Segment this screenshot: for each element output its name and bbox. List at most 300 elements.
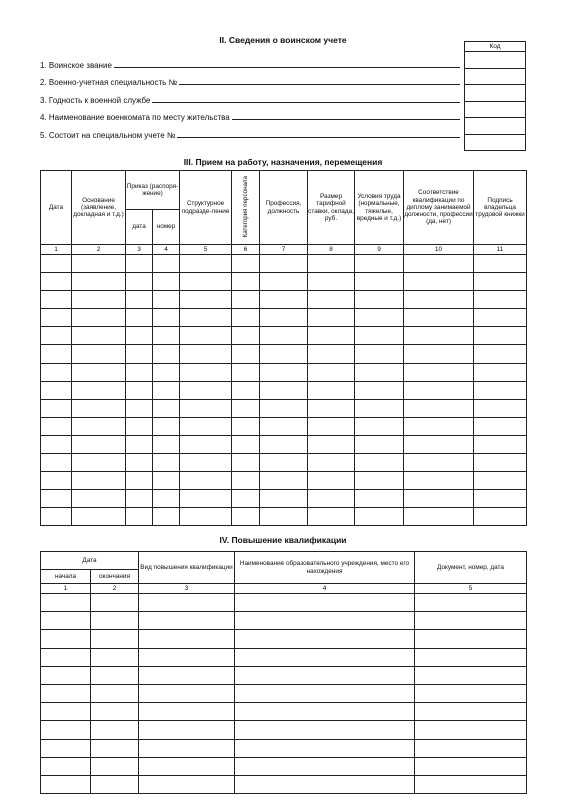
table-cell[interactable] — [474, 291, 527, 309]
table-row — [41, 739, 527, 757]
table-row — [41, 417, 527, 435]
table-cell[interactable] — [180, 399, 232, 417]
table-cell[interactable] — [415, 721, 527, 739]
table-cell[interactable] — [180, 363, 232, 381]
table-cell[interactable] — [41, 630, 91, 648]
table-cell[interactable] — [126, 472, 153, 490]
code-cell[interactable] — [465, 101, 526, 118]
table-cell[interactable] — [72, 435, 126, 453]
table-cell[interactable] — [404, 309, 474, 327]
table-cell[interactable] — [232, 273, 260, 291]
table-row — [41, 612, 527, 630]
table-cell[interactable] — [260, 273, 308, 291]
table-cell[interactable] — [308, 490, 355, 508]
table-row — [41, 309, 527, 327]
table-cell[interactable] — [153, 435, 180, 453]
table-cell[interactable] — [235, 775, 415, 793]
table-cell[interactable] — [139, 630, 235, 648]
field-label: 5. Состоит на специальном учете № — [40, 131, 176, 140]
header-order: Приказ (распоря-жение) — [126, 171, 180, 210]
column-number: 5 — [180, 245, 232, 255]
table-row — [41, 472, 527, 490]
table-row — [41, 435, 527, 453]
table-row — [41, 508, 527, 526]
column-numbers-row — [41, 584, 527, 594]
table-cell[interactable] — [153, 255, 180, 273]
table-cell[interactable] — [260, 490, 308, 508]
table-cell[interactable] — [404, 490, 474, 508]
table-cell[interactable] — [232, 435, 260, 453]
table-cell[interactable] — [415, 739, 527, 757]
table-cell[interactable] — [41, 666, 91, 684]
table-cell[interactable] — [153, 363, 180, 381]
table-cell[interactable] — [72, 291, 126, 309]
table-cell[interactable] — [126, 508, 153, 526]
column-number: 1 — [41, 245, 72, 255]
table-cell[interactable] — [404, 454, 474, 472]
table-cell[interactable] — [139, 684, 235, 702]
table-cell[interactable] — [139, 775, 235, 793]
table-cell[interactable] — [308, 417, 355, 435]
table-cell[interactable] — [235, 757, 415, 775]
table-cell[interactable] — [126, 490, 153, 508]
table-row — [41, 684, 527, 702]
table-cell[interactable] — [180, 508, 232, 526]
field-label: 2. Военно-учетная специальность № — [40, 78, 178, 87]
table-cell[interactable] — [72, 363, 126, 381]
table-cell[interactable] — [180, 381, 232, 399]
column-number: 10 — [404, 245, 474, 255]
table-cell[interactable] — [139, 739, 235, 757]
header-document: Документ, номер, дата — [415, 552, 527, 584]
table-cell[interactable] — [232, 291, 260, 309]
table-cell[interactable] — [153, 291, 180, 309]
table-cell[interactable] — [41, 703, 91, 721]
table-cell[interactable] — [260, 417, 308, 435]
table-row — [41, 630, 527, 648]
code-cell[interactable] — [465, 118, 526, 135]
table-cell[interactable] — [355, 255, 404, 273]
header-qualification: Соответствие квалификации по диплому занимаемой должности, профессии (да, нет) — [404, 171, 474, 245]
table-cell[interactable] — [235, 703, 415, 721]
table-cell[interactable] — [72, 490, 126, 508]
header-date: Дата — [41, 171, 72, 245]
table-cell[interactable] — [415, 594, 527, 612]
table-cell[interactable] — [72, 454, 126, 472]
table-cell[interactable] — [355, 381, 404, 399]
table-cell[interactable] — [474, 399, 527, 417]
table-cell[interactable] — [474, 454, 527, 472]
table-cell[interactable] — [41, 399, 72, 417]
table-cell[interactable] — [139, 594, 235, 612]
table-cell[interactable] — [180, 309, 232, 327]
header-kind: Вид повышения квалификации — [139, 552, 235, 584]
section-2-title: II. Сведения о воинском учете — [219, 35, 347, 45]
qualification-table — [40, 551, 527, 794]
table-cell[interactable] — [72, 508, 126, 526]
table-cell[interactable] — [308, 508, 355, 526]
table-row — [41, 703, 527, 721]
table-row — [41, 363, 527, 381]
table-cell[interactable] — [355, 508, 404, 526]
table-cell[interactable] — [72, 309, 126, 327]
table-cell[interactable] — [232, 417, 260, 435]
header-tariff: Размер тарифной ставки, оклада, руб. — [308, 171, 355, 245]
table-cell[interactable] — [404, 327, 474, 345]
table-cell[interactable] — [260, 363, 308, 381]
table-cell[interactable] — [72, 345, 126, 363]
table-cell[interactable] — [415, 775, 527, 793]
table-row — [41, 721, 527, 739]
code-cell[interactable] — [465, 134, 526, 151]
table-cell[interactable] — [180, 273, 232, 291]
table-cell[interactable] — [126, 417, 153, 435]
table-cell[interactable] — [72, 327, 126, 345]
table-cell[interactable] — [91, 703, 139, 721]
table-row — [41, 648, 527, 666]
table-cell[interactable] — [355, 363, 404, 381]
table-cell[interactable] — [308, 309, 355, 327]
service-fitness-field[interactable] — [40, 91, 460, 105]
table-cell[interactable] — [139, 648, 235, 666]
table-cell[interactable] — [91, 594, 139, 612]
table-cell[interactable] — [474, 273, 527, 291]
employment-table — [40, 170, 527, 526]
table-cell[interactable] — [153, 273, 180, 291]
table-cell[interactable] — [474, 417, 527, 435]
table-cell[interactable] — [180, 472, 232, 490]
table-cell[interactable] — [232, 345, 260, 363]
table-cell[interactable] — [126, 327, 153, 345]
table-cell[interactable] — [355, 327, 404, 345]
table-cell[interactable] — [235, 684, 415, 702]
table-cell[interactable] — [91, 775, 139, 793]
table-cell[interactable] — [415, 648, 527, 666]
table-cell[interactable] — [153, 309, 180, 327]
table-cell[interactable] — [126, 255, 153, 273]
table-row — [41, 381, 527, 399]
table-cell[interactable] — [41, 721, 91, 739]
fill-line — [177, 129, 460, 138]
table-cell[interactable] — [308, 273, 355, 291]
header-basis: Основание (заявление, докладная и т.д.) — [72, 171, 126, 245]
column-numbers-row — [41, 245, 527, 255]
table-cell[interactable] — [153, 490, 180, 508]
table-cell[interactable] — [232, 454, 260, 472]
column-number: 5 — [415, 584, 527, 594]
table-cell[interactable] — [41, 739, 91, 757]
table-cell[interactable] — [404, 508, 474, 526]
table-cell[interactable] — [404, 381, 474, 399]
table-cell[interactable] — [235, 648, 415, 666]
table-cell[interactable] — [235, 630, 415, 648]
table-cell[interactable] — [126, 363, 153, 381]
table-cell[interactable] — [153, 472, 180, 490]
table-cell[interactable] — [232, 490, 260, 508]
table-cell[interactable] — [41, 309, 72, 327]
table-cell[interactable] — [235, 594, 415, 612]
military-office-field[interactable] — [40, 108, 460, 122]
table-cell[interactable] — [404, 273, 474, 291]
table-cell[interactable] — [91, 648, 139, 666]
table-cell[interactable] — [308, 399, 355, 417]
header-conditions: Условия труда (нормальные, тяжелые, вредные и т.д.) — [355, 171, 404, 245]
table-cell[interactable] — [235, 666, 415, 684]
code-cell[interactable] — [465, 68, 526, 85]
table-cell[interactable] — [91, 721, 139, 739]
table-cell[interactable] — [91, 757, 139, 775]
table-cell[interactable] — [153, 454, 180, 472]
table-cell[interactable] — [180, 454, 232, 472]
table-cell[interactable] — [232, 508, 260, 526]
table-cell[interactable] — [474, 327, 527, 345]
table-row — [41, 255, 527, 273]
table-row — [41, 273, 527, 291]
table-cell[interactable] — [41, 648, 91, 666]
table-cell[interactable] — [308, 381, 355, 399]
table-cell[interactable] — [308, 291, 355, 309]
section-4-title: IV. Повышение квалификации — [219, 535, 347, 545]
header-start: начала — [41, 570, 91, 584]
code-cell[interactable] — [465, 52, 526, 69]
table-cell[interactable] — [404, 417, 474, 435]
table-cell[interactable] — [139, 757, 235, 775]
table-cell[interactable] — [180, 327, 232, 345]
table-row — [41, 666, 527, 684]
table-cell[interactable] — [41, 327, 72, 345]
table-cell[interactable] — [72, 255, 126, 273]
table-cell[interactable] — [41, 255, 72, 273]
table-cell[interactable] — [260, 454, 308, 472]
table-cell[interactable] — [260, 435, 308, 453]
table-row — [41, 399, 527, 417]
field-label: 4. Наименование военкомата по месту жительства — [40, 113, 230, 122]
table-cell[interactable] — [232, 309, 260, 327]
table-cell[interactable] — [180, 435, 232, 453]
table-cell[interactable] — [355, 291, 404, 309]
table-cell[interactable] — [474, 490, 527, 508]
table-cell[interactable] — [126, 309, 153, 327]
table-cell[interactable] — [260, 399, 308, 417]
table-row — [41, 775, 527, 793]
table-cell[interactable] — [180, 490, 232, 508]
table-cell[interactable] — [41, 508, 72, 526]
table-cell[interactable] — [415, 612, 527, 630]
table-cell[interactable] — [308, 345, 355, 363]
table-cell[interactable] — [139, 666, 235, 684]
table-cell[interactable] — [308, 472, 355, 490]
table-row — [41, 454, 527, 472]
table-cell[interactable] — [235, 612, 415, 630]
column-number: 4 — [235, 584, 415, 594]
table-cell[interactable] — [355, 273, 404, 291]
table-cell[interactable] — [404, 363, 474, 381]
table-cell[interactable] — [355, 454, 404, 472]
table-cell[interactable] — [41, 490, 72, 508]
table-cell[interactable] — [72, 273, 126, 291]
section-3-title: III. Прием на работу, назначения, перемещения — [183, 157, 383, 167]
table-cell[interactable] — [41, 345, 72, 363]
column-number: 8 — [308, 245, 355, 255]
table-cell[interactable] — [232, 472, 260, 490]
military-specialty-field[interactable] — [40, 73, 460, 87]
column-number: 11 — [474, 245, 527, 255]
category-label: Категория персонала — [242, 175, 250, 238]
table-cell[interactable] — [180, 345, 232, 363]
table-cell[interactable] — [153, 327, 180, 345]
table-cell[interactable] — [41, 684, 91, 702]
table-cell[interactable] — [474, 345, 527, 363]
table-cell[interactable] — [126, 345, 153, 363]
table-cell[interactable] — [126, 273, 153, 291]
table-cell[interactable] — [308, 363, 355, 381]
table-cell[interactable] — [232, 381, 260, 399]
table-cell[interactable] — [126, 435, 153, 453]
table-cell[interactable] — [41, 273, 72, 291]
table-cell[interactable] — [260, 508, 308, 526]
table-row — [41, 490, 527, 508]
table-cell[interactable] — [260, 472, 308, 490]
table-cell[interactable] — [153, 399, 180, 417]
table-cell[interactable] — [232, 399, 260, 417]
table-cell[interactable] — [91, 739, 139, 757]
table-cell[interactable] — [415, 630, 527, 648]
table-cell[interactable] — [474, 435, 527, 453]
table-cell[interactable] — [139, 612, 235, 630]
military-rank-field[interactable] — [40, 56, 460, 70]
header-institution: Наименование образовательного учреждения, место его нахождения — [235, 552, 415, 584]
table-cell[interactable] — [180, 255, 232, 273]
table-cell[interactable] — [139, 703, 235, 721]
fill-line — [152, 94, 460, 103]
table-cell[interactable] — [72, 472, 126, 490]
fill-line — [179, 76, 460, 85]
table-cell[interactable] — [72, 381, 126, 399]
table-cell[interactable] — [355, 399, 404, 417]
table-cell[interactable] — [126, 381, 153, 399]
table-cell[interactable] — [260, 345, 308, 363]
table-cell[interactable] — [126, 399, 153, 417]
code-cell[interactable] — [465, 85, 526, 102]
table-cell[interactable] — [232, 327, 260, 345]
table-cell[interactable] — [91, 630, 139, 648]
column-number: 7 — [260, 245, 308, 255]
table-cell[interactable] — [126, 291, 153, 309]
table-cell[interactable] — [139, 721, 235, 739]
table-cell[interactable] — [260, 327, 308, 345]
table-cell[interactable] — [355, 435, 404, 453]
header-order-number: номер — [153, 210, 180, 245]
table-cell[interactable] — [474, 255, 527, 273]
table-cell[interactable] — [404, 399, 474, 417]
table-cell[interactable] — [41, 363, 72, 381]
table-cell[interactable] — [355, 472, 404, 490]
table-cell[interactable] — [474, 381, 527, 399]
table-cell[interactable] — [153, 417, 180, 435]
table-cell[interactable] — [308, 255, 355, 273]
table-cell[interactable] — [91, 612, 139, 630]
table-cell[interactable] — [355, 490, 404, 508]
table-cell[interactable] — [153, 345, 180, 363]
table-cell[interactable] — [91, 666, 139, 684]
table-cell[interactable] — [355, 417, 404, 435]
table-cell[interactable] — [153, 381, 180, 399]
table-cell[interactable] — [415, 684, 527, 702]
table-cell[interactable] — [474, 508, 527, 526]
column-number: 3 — [139, 584, 235, 594]
table-cell[interactable] — [41, 291, 72, 309]
table-cell[interactable] — [404, 435, 474, 453]
table-cell[interactable] — [232, 363, 260, 381]
table-cell[interactable] — [415, 703, 527, 721]
header-signature: Подпись владельца трудовой книжки — [474, 171, 527, 245]
table-cell[interactable] — [415, 666, 527, 684]
table-cell[interactable] — [404, 345, 474, 363]
column-number: 3 — [126, 245, 153, 255]
header-division: Структурное подразде-ление — [180, 171, 232, 245]
table-cell[interactable] — [355, 309, 404, 327]
table-cell[interactable] — [41, 381, 72, 399]
table-cell[interactable] — [474, 363, 527, 381]
table-cell[interactable] — [235, 739, 415, 757]
header-end: окончания — [91, 570, 139, 584]
field-label: 1. Воинское звание — [40, 61, 112, 70]
fill-line — [232, 111, 460, 120]
table-cell[interactable] — [474, 472, 527, 490]
table-cell[interactable] — [260, 309, 308, 327]
table-cell[interactable] — [41, 472, 72, 490]
table-cell[interactable] — [91, 684, 139, 702]
table-cell[interactable] — [260, 291, 308, 309]
code-header: Код — [465, 42, 526, 52]
table-cell[interactable] — [308, 435, 355, 453]
table-cell[interactable] — [72, 417, 126, 435]
code-box — [464, 41, 526, 151]
table-cell[interactable] — [404, 472, 474, 490]
table-cell[interactable] — [126, 454, 153, 472]
table-cell[interactable] — [41, 417, 72, 435]
column-number: 2 — [72, 245, 126, 255]
column-number: 4 — [153, 245, 180, 255]
table-cell[interactable] — [41, 454, 72, 472]
header-order-date: дата — [126, 210, 153, 245]
table-cell[interactable] — [72, 399, 126, 417]
table-cell[interactable] — [235, 721, 415, 739]
table-row — [41, 757, 527, 775]
table-cell[interactable] — [404, 291, 474, 309]
table-cell[interactable] — [180, 417, 232, 435]
table-cell[interactable] — [404, 255, 474, 273]
table-cell[interactable] — [260, 381, 308, 399]
table-row — [41, 291, 527, 309]
table-cell[interactable] — [153, 508, 180, 526]
table-cell[interactable] — [180, 291, 232, 309]
table-cell[interactable] — [260, 255, 308, 273]
table-cell[interactable] — [308, 327, 355, 345]
table-cell[interactable] — [415, 757, 527, 775]
table-cell[interactable] — [41, 775, 91, 793]
table-cell[interactable] — [41, 612, 91, 630]
table-cell[interactable] — [41, 757, 91, 775]
table-cell[interactable] — [474, 309, 527, 327]
special-registration-field[interactable] — [40, 126, 460, 140]
table-cell[interactable] — [41, 435, 72, 453]
table-cell[interactable] — [41, 594, 91, 612]
table-cell[interactable] — [308, 454, 355, 472]
table-row — [41, 327, 527, 345]
table-cell[interactable] — [232, 255, 260, 273]
table-cell[interactable] — [355, 345, 404, 363]
